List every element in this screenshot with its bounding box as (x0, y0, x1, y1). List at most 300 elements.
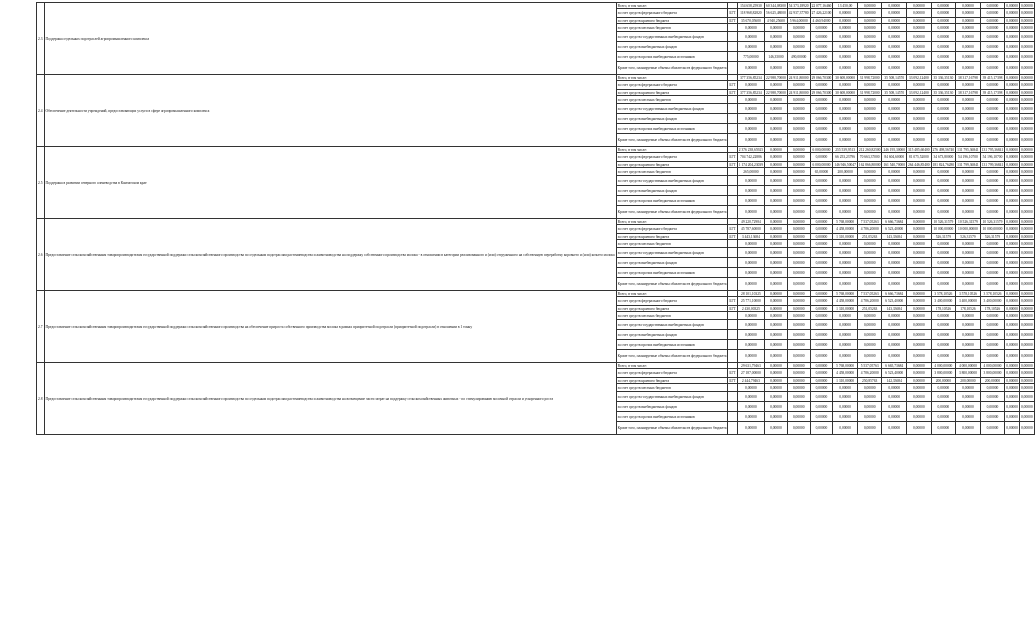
amount-cell: 0,00000 (810, 225, 833, 234)
amount-cell: 118 968,82820 (737, 9, 764, 18)
amount-cell: 0,00000 (931, 114, 956, 124)
amount-cell: 33 092,12400 (907, 90, 932, 96)
amount-cell: 0,00000 (857, 412, 882, 422)
amount-cell: 0,00000 (737, 81, 764, 90)
amount-cell: 0,00000 (980, 52, 1005, 62)
amount-cell: 276 498,56740 (932, 147, 955, 152)
amount-cell: 0,00000 (980, 340, 1005, 350)
amount-cell: 146,35000 (765, 52, 788, 62)
amount-cell: 0,00000 (1020, 306, 1033, 311)
amount-cell: 2 430,00325 (737, 306, 764, 312)
kbk-code (728, 258, 737, 268)
amount-cell: 0,00000 (931, 186, 956, 196)
amount-cell: 0,00000 (765, 392, 788, 402)
amount-cell: 0,00000 (980, 248, 1005, 258)
amount-cell: 0,00000 (765, 268, 788, 278)
amount-cell: 0,00000 (787, 412, 810, 422)
amount-cell: 0,00000 (956, 196, 981, 206)
amount-cell: 0,00000 (787, 402, 810, 412)
amount-cell: 0,00000 (787, 186, 810, 196)
section-title: Предоставление сельскохозяйственным товаропроизводителям государственной поддержки сельскохозяйственного производства на обеспечение прироста собственного производства молока в рамках приоритетной подотрасли (приоритетной подотрасли) в отношении в 1 тонну (44, 291, 616, 363)
amount-cell: 0,00000 (882, 52, 907, 62)
amount-cell: 0,00000 (765, 369, 788, 378)
amount-cell: 1 310,00000 (833, 234, 858, 240)
amount-cell: 0,00000 (907, 297, 932, 306)
amount-cell: 0,00000 (931, 340, 956, 350)
amount-cell: 0,00000 (931, 52, 956, 62)
amount-cell: 0,00000 (857, 124, 882, 134)
amount-cell: 0,00000 (956, 340, 981, 350)
amount-cell: 0,00000 (810, 240, 833, 248)
amount-cell: 3 400,00000 (931, 297, 956, 306)
amount-cell: 22 988,70000 (766, 75, 786, 80)
amount-cell: 0,00000 (810, 312, 833, 320)
amount-cell: 0,00000 (810, 278, 833, 291)
amount-cell: 0,00000 (737, 384, 764, 392)
amount-cell: 0,00000 (810, 340, 833, 350)
amount-cell: 0,00000 (833, 62, 858, 75)
amount-cell: 0,00000 (882, 104, 907, 114)
funding-source-label: за счет средств внебюджетных фондов (616, 330, 728, 340)
amount-cell: 0,00000 (857, 24, 882, 32)
funding-source-label: за счет средств федерального бюджета (616, 297, 728, 306)
funding-source-label: за счет средств местных бюджетов (616, 312, 728, 320)
funding-source-label: за счет средств государственных внебюджетных фондов (616, 392, 728, 402)
amount-cell: 0,00000 (1019, 297, 1034, 306)
amount-cell: 0,00000 (1006, 147, 1018, 152)
amount-cell: 0,00000 (882, 168, 907, 176)
amount-cell: 0,00000 (787, 225, 810, 234)
kbk-code (728, 392, 737, 402)
amount-cell: 0,00000 (857, 62, 882, 75)
amount-cell: 0,00000 (980, 96, 1005, 104)
amount-cell: 0,00000 (1005, 114, 1020, 124)
funding-source-label: за счет средств внебюджетных фондов (616, 42, 728, 52)
amount-cell: 0,00000 (765, 350, 788, 363)
amount-cell: 0,00000 (810, 350, 833, 363)
amount-cell: 4 786,20000 (857, 369, 882, 378)
amount-cell: 0,00000 (956, 268, 981, 278)
amount-cell: 0,00000 (737, 206, 764, 219)
funding-source-label: за счет средств краевого бюджета (616, 162, 728, 168)
amount-cell: 0,00000 (1019, 330, 1034, 340)
amount-cell: 0,00000 (882, 96, 907, 104)
funding-source-label: за счет средств местных бюджетов (616, 240, 728, 248)
amount-cell: 0,00000 (956, 402, 981, 412)
amount-cell: 0,00000 (765, 32, 788, 42)
amount-cell: 10 526,31579 (956, 219, 981, 225)
amount-cell: 0,00000 (765, 297, 788, 306)
amount-cell: 0,00000 (857, 248, 882, 258)
amount-cell: 0,00000 (907, 18, 932, 24)
amount-cell: 4 940,25600 (765, 18, 788, 24)
amount-cell: 0,00000 (1019, 369, 1034, 378)
amount-cell: 4 458,00000 (833, 297, 858, 306)
amount-cell: 0,00000 (787, 42, 810, 52)
amount-cell: 0,00000 (882, 392, 907, 402)
kbk-code (728, 312, 737, 320)
amount-cell: 0,00000 (980, 32, 1005, 42)
amount-cell: 0,00000 (787, 320, 810, 330)
amount-cell: 0,00000 (1019, 258, 1034, 268)
amount-cell: 0,00000 (931, 350, 956, 363)
amount-cell: 0,00000 (931, 168, 956, 176)
funding-source-label: за счет средств внебюджетных фондов (616, 186, 728, 196)
funding-source-label: за счет средств краевого бюджета (616, 306, 728, 312)
amount-cell: 0,00000 (857, 168, 882, 176)
funding-source-label: за счет средств местных бюджетов (616, 96, 728, 104)
amount-cell: 0,00000 (737, 258, 764, 268)
amount-cell: 0,00000 (765, 42, 788, 52)
amount-cell: 0,00000 (882, 18, 907, 24)
amount-cell: 0,00000 (833, 248, 858, 258)
amount-cell: 0,00000 (737, 114, 764, 124)
amount-cell: 0,00000 (1005, 297, 1020, 306)
amount-cell: 3 578,10526 (931, 291, 956, 297)
amount-cell: 45 787,60000 (737, 225, 764, 234)
amount-cell: 0,00000 (956, 412, 981, 422)
amount-cell: 39 415,17398 (980, 75, 1005, 81)
amount-cell: 0,00000 (765, 240, 788, 248)
amount-cell: 0,00000 (1019, 248, 1034, 258)
amount-cell: 0,00000 (833, 330, 858, 340)
section-title: Поддержка в развитии северного оленеводства в Камчатском крае (44, 147, 616, 219)
amount-cell: 0,00000 (1005, 268, 1020, 278)
amount-cell: 0,00000 (833, 196, 858, 206)
amount-cell: 0,00000 (765, 24, 788, 32)
kbk-code (728, 320, 737, 330)
amount-cell: 0,00000 (1020, 162, 1033, 167)
amount-cell: 0,00000 (810, 114, 833, 124)
amount-cell: 0,00000 (980, 104, 1005, 114)
funding-source-label: Всего, в том числе: (616, 219, 728, 225)
amount-cell: 0,00000 (787, 62, 810, 75)
amount-cell: 4 786,20000 (857, 225, 882, 234)
amount-cell: 0,00000 (810, 363, 833, 369)
amount-cell: 0,00000 (931, 134, 956, 147)
funding-source-label: за счет средств краевого бюджета (616, 90, 728, 96)
amount-cell: 0,00000 (810, 124, 833, 134)
amount-cell: 0,00000 (1006, 363, 1018, 368)
amount-cell: 0,00000 (765, 422, 788, 435)
amount-cell: 0,00000 (1020, 385, 1033, 390)
amount-cell: 0,00000 (737, 96, 764, 104)
amount-cell: 0,00000 (956, 18, 981, 24)
amount-cell: 264 446,85400 (908, 162, 930, 167)
amount-cell: 0,00000 (1005, 62, 1020, 75)
amount-cell: 0,00000 (765, 312, 788, 320)
amount-cell: 0,00000 (787, 104, 810, 114)
amount-cell: 0,00000 (931, 384, 956, 392)
amount-cell: 0,00000 (765, 104, 788, 114)
kbk-code (728, 62, 737, 75)
amount-cell: 27 187,00000 (737, 369, 764, 378)
amount-cell: 0,00000 (810, 378, 833, 384)
amount-cell: 1 310,00000 (833, 378, 858, 384)
amount-cell: 0,00000 (857, 9, 882, 18)
amount-cell: 0,00000 (1005, 196, 1020, 206)
amount-cell: 265,00000 (737, 168, 764, 176)
amount-cell: 0,00000 (1020, 291, 1033, 296)
amount-cell: 0,00000 (931, 248, 956, 258)
kbk-code: БГТ (728, 297, 737, 306)
amount-cell: 0,00000 (1020, 97, 1033, 102)
amount-cell: 0,00000 (810, 297, 833, 306)
amount-cell: 5 768,00000 (833, 291, 858, 297)
amount-cell: 0,00000 (833, 402, 858, 412)
amount-cell: 0,00000 (810, 96, 833, 104)
amount-cell: 0,00000 (1019, 196, 1034, 206)
amount-cell: 0,00000 (737, 248, 764, 258)
amount-cell: 154 658,25930 (737, 3, 764, 9)
amount-cell: 31 998,72000 (857, 90, 882, 96)
amount-cell: 0,00000 (810, 153, 833, 162)
amount-cell: 0,00000 (956, 9, 981, 18)
amount-cell: 0,00000 (956, 384, 981, 392)
amount-cell: 0,00000 (765, 306, 788, 312)
amount-cell: 0,00000 (787, 258, 810, 268)
amount-cell: 0,00000 (810, 392, 833, 402)
kbk-code: БГТ (728, 153, 737, 162)
amount-cell: 131 795,36841 (981, 147, 1004, 152)
amount-cell: 0,00000 (1020, 3, 1033, 8)
amount-cell: 0,00000 (931, 176, 956, 186)
kbk-code (728, 412, 737, 422)
amount-cell: 200,00000 (931, 378, 956, 384)
amount-cell: 0,00000 (857, 350, 882, 363)
amount-cell: 0,00000 (737, 196, 764, 206)
amount-cell: 0,00000 (907, 268, 932, 278)
amount-cell: 0,00000 (833, 412, 858, 422)
amount-cell: 0,00000 (787, 350, 810, 363)
amount-cell: 0,00000 (882, 9, 907, 18)
amount-cell: 0,00000 (1005, 412, 1020, 422)
amount-cell: 6 666,73684 (882, 291, 907, 297)
amount-cell: 0,00000 (980, 114, 1005, 124)
amount-cell: 0,00000 (980, 62, 1005, 75)
amount-cell: 0,00000 (857, 96, 882, 104)
kbk-code (728, 330, 737, 340)
amount-cell: 251,05263 (857, 234, 882, 240)
kbk-code (728, 248, 737, 258)
kbk-code (728, 24, 737, 32)
amount-cell: 0,00000 (980, 240, 1005, 248)
kbk-code (728, 350, 737, 363)
amount-cell: 0,00000 (737, 350, 764, 363)
amount-cell: 56 625,48000 (765, 9, 788, 18)
amount-cell: 0,00000 (857, 42, 882, 52)
amount-cell: 0,00000 (956, 206, 981, 219)
amount-cell: 0,00000 (810, 134, 833, 147)
funding-source-label: Кроме того, планируемые объемы обязательств федерального бюджета (616, 134, 728, 147)
amount-cell: 0,00000 (857, 240, 882, 248)
amount-cell: 0,00000 (907, 124, 932, 134)
kbk-code: БГТ (729, 306, 736, 311)
amount-cell: 131 799,36841 (957, 162, 979, 167)
budget-table-body (37, 3, 1035, 435)
amount-cell: 0,00000 (765, 176, 788, 186)
amount-cell: 0,00000 (907, 81, 932, 90)
amount-cell: 0,00000 (980, 392, 1005, 402)
amount-cell: 0,00000 (737, 392, 764, 402)
kbk-code (728, 240, 737, 248)
funding-source-label: Кроме того, планируемые объемы обязательств федерального бюджета (616, 422, 728, 435)
amount-cell: 526,31579 (931, 234, 956, 240)
funding-source-label: за счет средств местных бюджетов (616, 24, 728, 32)
amount-cell: 0,00000 (787, 392, 810, 402)
kbk-code (728, 384, 737, 392)
amount-cell: 0,00000 (1006, 378, 1018, 383)
amount-cell: 0,00000 (765, 219, 788, 225)
table-row (37, 75, 1035, 81)
amount-cell: 0,00000 (956, 114, 981, 124)
amount-cell: 200,00000 (833, 168, 858, 176)
amount-cell: 0,00000 (833, 186, 858, 196)
amount-cell: 0,00000 (1006, 385, 1018, 390)
amount-cell: 60 344,08300 (766, 3, 786, 8)
amount-cell: 0,00000 (737, 320, 764, 330)
amount-cell: 0,00000 (980, 134, 1005, 147)
amount-cell: 0,00000 (907, 402, 932, 412)
amount-cell: 0,00000 (1006, 3, 1018, 8)
section-title: Обеспечение деятельности учреждений, предоставляющих услуги в сфере агропромышленного комплекса (44, 75, 616, 147)
amount-cell: 0,00000 (1005, 320, 1020, 330)
amount-cell: 4 458,00000 (833, 225, 858, 234)
amount-cell: 0,00000 (787, 291, 810, 297)
amount-cell: 0,00000 (882, 186, 907, 196)
amount-cell: 0,00000 (907, 248, 932, 258)
funding-source-label: за счет средств прочих внебюджетных источников (616, 268, 728, 278)
funding-source-label: за счет средств федерального бюджета (616, 81, 728, 90)
amount-cell: 0,00000 (857, 81, 882, 90)
amount-cell: 0,00000 (737, 104, 764, 114)
kbk-code (728, 104, 737, 114)
amount-cell: 0,00000 (737, 62, 764, 75)
amount-cell: 0,00000 (1020, 313, 1033, 318)
funding-source-label: Всего, в том числе: (616, 3, 728, 9)
amount-cell: 0,00000 (833, 340, 858, 350)
amount-cell: 526,31579 (980, 234, 1005, 240)
funding-source-label: за счет средств краевого бюджета (616, 18, 728, 24)
funding-source-label: за счет средств государственных внебюджетных фондов (616, 104, 728, 114)
amount-cell: 0,00000 (1020, 169, 1033, 174)
amount-cell: 0,00000 (1005, 392, 1020, 402)
amount-cell: 0,00000 (1006, 18, 1018, 23)
amount-cell: 0,00000 (857, 186, 882, 196)
amount-cell: 0,00000 (857, 258, 882, 268)
amount-cell: 0,00000 (1005, 330, 1020, 340)
amount-cell: 81 075,52000 (907, 153, 932, 162)
funding-source-label: за счет средств прочих внебюджетных источников (616, 124, 728, 134)
amount-cell: 49 220,72984 (737, 219, 764, 225)
amount-cell: 0,00000 (882, 268, 907, 278)
amount-cell: 28 101,10325 (737, 291, 764, 297)
amount-cell: 0,00000 (857, 18, 882, 24)
amount-cell: 0,00000 (882, 124, 907, 134)
amount-cell: 0,00000 (907, 412, 932, 422)
amount-cell: 0,00000 (810, 186, 833, 196)
kbk-code: БГТ (728, 9, 737, 18)
amount-cell: 6 000,00000 (810, 162, 833, 168)
amount-cell: 6 665,73684 (882, 363, 907, 369)
amount-cell: 29 066,70300 (811, 75, 832, 80)
amount-cell: 5 964,00000 (787, 18, 810, 24)
amount-cell: 255 539,9513 (833, 147, 858, 153)
amount-cell: 54 373,18920 (788, 3, 809, 8)
amount-cell: 0,00000 (907, 350, 932, 363)
amount-cell: 0,00000 (907, 369, 932, 378)
amount-cell: 0,00000 (907, 3, 932, 9)
amount-cell: 0,00000 (833, 320, 858, 330)
amount-cell: 0,00000 (765, 186, 788, 196)
amount-cell: 0,00000 (737, 124, 764, 134)
amount-cell: 0,00000 (1019, 206, 1034, 219)
amount-cell: 0,00000 (737, 412, 764, 422)
amount-cell: 0,00000 (833, 42, 858, 52)
amount-cell: 0,00000 (1019, 392, 1034, 402)
section-code: 2.8 (37, 363, 45, 435)
amount-cell: 0,00000 (1006, 75, 1018, 80)
amount-cell: 0,00000 (980, 422, 1005, 435)
amount-cell: 0,00000 (1005, 176, 1020, 186)
amount-cell: 142,33684 (882, 378, 907, 384)
amount-cell: 0,00000 (765, 402, 788, 412)
amount-cell: 0,00000 (765, 363, 788, 369)
amount-cell: 0,00000 (810, 412, 833, 422)
amount-cell: 0,00000 (882, 196, 907, 206)
amount-cell: 0,00000 (787, 369, 810, 378)
amount-cell: 0,00000 (907, 340, 932, 350)
amount-cell: 0,00000 (857, 196, 882, 206)
amount-cell: 704 742,22886 (737, 153, 764, 162)
amount-cell: 0,00000 (931, 422, 956, 435)
amount-cell: 0,00000 (931, 81, 956, 90)
amount-cell: 0,00000 (1005, 258, 1020, 268)
kbk-code: БГТ (729, 90, 736, 95)
kbk-code (728, 278, 737, 291)
amount-cell: 25 771,10000 (737, 297, 764, 306)
amount-cell: 0,00000 (787, 378, 810, 384)
amount-cell: 0,00000 (882, 206, 907, 219)
amount-cell: 0,00000 (857, 104, 882, 114)
funding-source-label: за счет средств федерального бюджета (616, 225, 728, 234)
amount-cell: 0,00000 (1005, 153, 1020, 162)
amount-cell: 0,00000 (737, 240, 764, 248)
amount-cell: 0,00000 (833, 176, 858, 186)
amount-cell: 0,00000 (737, 42, 764, 52)
amount-cell: 10 526,31579 (931, 219, 956, 225)
amount-cell: 65,00000 (810, 168, 833, 176)
amount-cell: 0,00000 (980, 330, 1005, 340)
amount-cell: 30 608,00000 (833, 90, 858, 96)
amount-cell: 0,00000 (810, 104, 833, 114)
amount-cell: 0,00000 (882, 412, 907, 422)
amount-cell: 0,00000 (907, 42, 932, 52)
amount-cell: 0,00000 (787, 363, 810, 369)
amount-cell: 0,00000 (833, 24, 858, 32)
amount-cell: 0,00000 (931, 96, 956, 104)
amount-cell: 0,00000 (1019, 422, 1034, 435)
amount-cell: 0,00000 (931, 268, 956, 278)
kbk-code (728, 42, 737, 52)
amount-cell: 0,00000 (810, 248, 833, 258)
amount-cell: 0,00000 (882, 340, 907, 350)
amount-cell: 0,00000 (907, 32, 932, 42)
amount-cell: 0,00000 (833, 114, 858, 124)
amount-cell: 31 998,72000 (857, 75, 882, 81)
section-title: Предоставление сельскохозяйственным товаропроизводителям государственной поддержки сельскохозяйственного производства по отдельным подотраслям растениеводства и животноводства на поддержку собственного производства молока - в отношении в категории реализованного и (или) отгруженного на собственную переработку коровьего и (или) козьего молока (44, 219, 616, 291)
amount-cell: 0,00000 (857, 3, 882, 9)
